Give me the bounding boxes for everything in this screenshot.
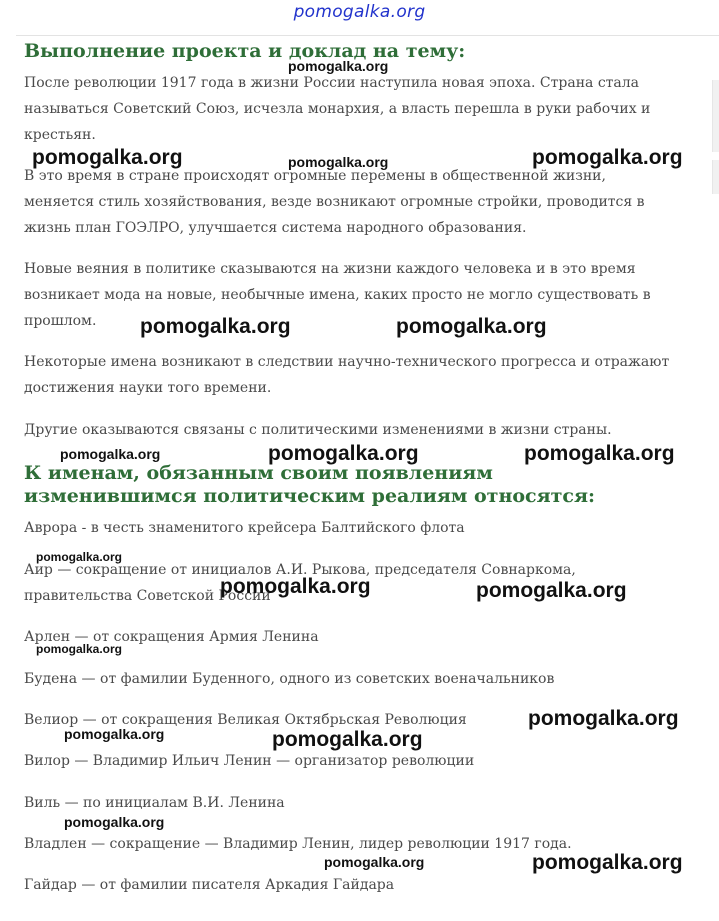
watermark: pomogalka.org — [64, 814, 165, 830]
list-item: Гайдар — от фамилии писателя Аркадия Гайдара — [24, 877, 395, 893]
watermark: pomogalka.org — [396, 315, 547, 338]
paragraph-politics: Другие оказываются связаны с политическими изменениями в жизни страны. — [24, 422, 612, 438]
paragraph-new-names: Новые веяния в политике сказываются на жизни каждого человека и в это время возникает мода на новые, необычные имена, каких просто не могло существовать в прошлом. — [24, 261, 651, 329]
watermark: pomogalka.org — [268, 442, 419, 465]
list-item: Вилор — Владимир Ильич Ленин — организатор революции — [24, 753, 475, 769]
watermark: pomogalka.org — [140, 315, 291, 338]
watermark: pomogalka.org — [532, 146, 683, 169]
watermark: pomogalka.org — [288, 154, 389, 170]
watermark: pomogalka.org — [476, 579, 627, 602]
site-logo[interactable]: pomogalka.org — [293, 2, 426, 22]
paragraph-intro: После революции 1917 года в жизни России наступила новая эпоха. Страна стала называться Советский Союз, исчезла монархия, а власть перешла в руки рабочих и крестьян. — [24, 75, 651, 143]
section-title-project: Выполнение проекта и доклад на тему: — [24, 40, 466, 62]
list-item: Арлен — от сокращения Армия Ленина — [24, 629, 319, 645]
watermark: pomogalka.org — [532, 851, 683, 874]
watermark: pomogalka.org — [60, 446, 161, 462]
list-item: Виль — по инициалам В.И. Ленина — [24, 795, 285, 811]
watermark: pomogalka.org — [36, 642, 123, 656]
list-item: Будена — от фамилии Буденного, одного из советских военачальников — [24, 671, 555, 687]
watermark: pomogalka.org — [36, 550, 123, 564]
list-item: Аврора - в честь знаменитого крейсера Балтийского флота — [24, 520, 465, 536]
list-item: Аир — сокращение от инициалов А.И. Рыкова, председателя Совнаркома, правительства Советской России — [24, 562, 576, 604]
list-item: Владлен — сокращение — Владимир Ленин, лидер революции 1917 года. — [24, 836, 572, 852]
paragraph-changes: В это время в стране происходят огромные перемены в общественной жизни, меняется стиль хозяйствования, везде возникают огромные стройки, проводится в жизнь план ГОЭЛРО, улучшается система народного образования. — [24, 168, 645, 236]
watermark: pomogalka.org — [524, 442, 675, 465]
watermark: pomogalka.org — [288, 58, 389, 74]
watermark: pomogalka.org — [324, 854, 425, 870]
side-tab-upper — [712, 80, 719, 152]
list-item: Велиор — от сокращения Великая Октябрьская Революция — [24, 712, 467, 728]
header-divider — [16, 35, 719, 36]
side-tab-lower — [712, 160, 719, 194]
watermark: pomogalka.org — [64, 726, 165, 742]
watermark: pomogalka.org — [220, 575, 371, 598]
watermark: pomogalka.org — [272, 728, 423, 751]
paragraph-science: Некоторые имена возникают в следствии научно-технического прогресса и отражают достижения науки того времени. — [24, 354, 670, 396]
watermark: pomogalka.org — [32, 146, 183, 169]
section-title-names: К именам, обязанным своим появлениям изменившимся политическим реалиям относятся: — [24, 462, 596, 507]
watermark: pomogalka.org — [528, 707, 679, 730]
